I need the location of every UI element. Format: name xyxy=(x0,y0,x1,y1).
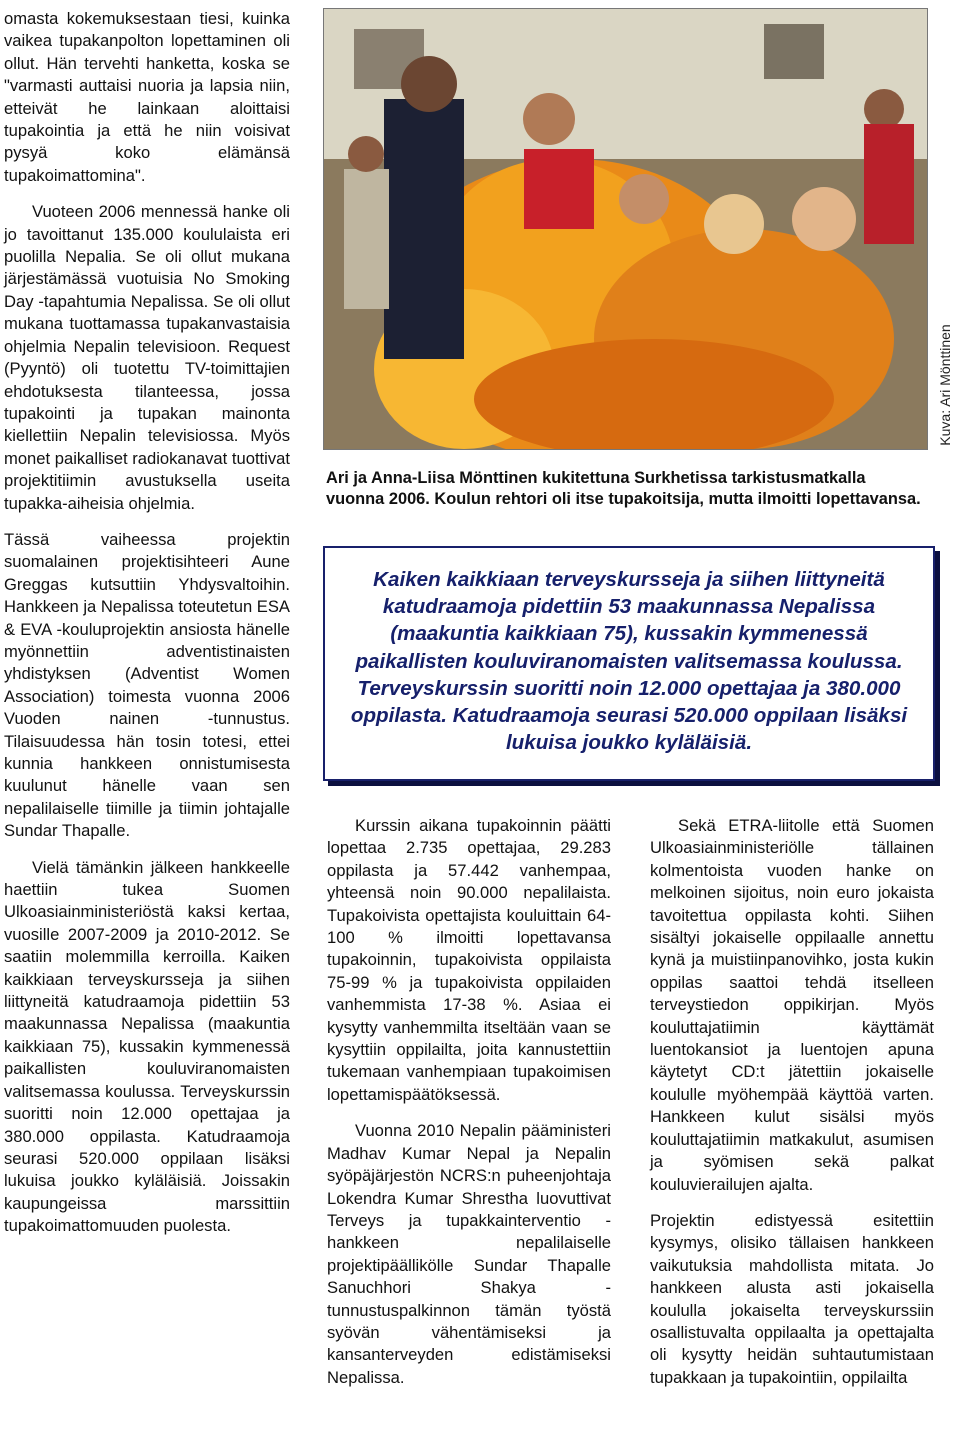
left-paragraph-3: Tässä vaiheessa projektin suomalainen projektisihteeri Aune Greggas kutsuttiin Yhdysvaltoihin. Hankkeen ja Nepalissa toteutetun ESA & EVA -kouluprojektin ansiosta hänelle myönnettiin adventistinaisten yhdistyksen (Adventist Women Association) toimesta vuonna 2006 Vuoden nainen -tunnustus. Tilaisuudessa hän tosin totesi, ettei kunnia hankkeen onnistumisesta kuulunut hänelle vaan sen nepalilaiselle tiimille ja tiimin johtajalle Sundar Thapalle. xyxy=(4,529,290,841)
middle-paragraph-1: Kurssin aikana tupakoinnin päätti lopettaa 2.735 opettajaa, 29.283 oppilasta ja 57.442 vanhempaa, yhteensä noin 90.000 nepalilaista. Tupakoivista opettajista kouluittain 64-100 % ilmoitti lopettavansa tupakoinnin, tupakoivista oppilaista 75-99 % ja tupakoivista oppilaiden vanhemmista 17-38 %. Asiaa ei kysytty vanhemmilta itseltään vaan se kysyttiin oppilailta, joita kannustettiin tukemaan vanhempiaan tupakoimisen lopettamispäätöksessä. xyxy=(327,816,611,1104)
middle-paragraph-2: Vuonna 2010 Nepalin pääministeri Madhav Kumar Nepal ja Nepalin syöpäjärjestön NCRS:n puheenjohtaja Lokendra Kumar Shrestha luovuttivat Terveys ja tupakkainterventio -hankkeen nepalilaiselle projektipäällikölle Sundar Thapalle Sanuchhori Shakya -tunnustuspalkinnon tämän työstä syövän vähentämiseksi ja kansanterveyden edistämiseksi Nepalissa. xyxy=(327,1121,611,1387)
photo-credit-text: Kuva: Ari Mönttinen xyxy=(937,324,953,446)
photo-caption: Ari ja Anna-Liisa Mönttinen kukitettuna Surkhetissa tarkistusmatkalla vuonna 2006. Koulun rehtori oli itse tupakoitsija, mutta ilmoitti lopettavansa. xyxy=(326,469,921,508)
article-photo xyxy=(323,8,928,450)
left-paragraph-2: Vuoteen 2006 mennessä hanke oli jo tavoittanut 135.000 koululaista eri puolilla Nepalia. Se oli ollut mukana järjestämässä vuotuisia No Smoking Day -tapahtumia Nepalissa. Se oli ollut mukana tuottamassa tupakanvastaisia ohjelmia Nepalin televisioon. Request (Pyyntö) oli tuotettu TV-toimittajien ehdotuksesta tilanteessa, jossa tupakointi ja tupakan mainonta kiellettiin Nepalin televisiossa. Myös monet paikalliset radiokanavat tuottivat projektitiimin avustuksella useita tupakka-aiheisia ohjelmia. xyxy=(4,202,290,513)
photo-illustration xyxy=(324,9,927,449)
left-paragraph-1: omasta kokemuksestaan tiesi, kuinka vaikea tupakanpolton lopettaminen oli ollut. Hän tervehti hanketta, koska se "varmasti auttaisi nuoria ja lapsia niin, etteivät he lainkaan aloittaisi tupakointia ja että he niin voisivat pysyä koko elämänsä tupakoimattomina". xyxy=(4,9,290,185)
right-text-column xyxy=(650,815,934,1403)
right-paragraph-2: Projektin edistyessä esitettiin kysymys, olisiko tällaisen hankkeen vaikutuksia mahdollista mitata. Jo hankkeen alusta asti jokaisella koululla jokaiselta terveyskurssiin osallistuvalta oppilaalta ja opettajalta oli kysytty heidän suhtautumistaan tupakkaan ja tupakointiin, oppilailta xyxy=(650,1210,934,1387)
middle-text-column xyxy=(327,815,611,1403)
highlight-text: Kaiken kaikkiaan terveyskursseja ja siihen liittyneitä katudraamoja pidettiin 53 maakunnassa Nepalissa (maakuntia kaikkiaan 75), kussakin kymmenessä paikallisten kouluviranomaisten valitsemassa koulussa. Terveyskurssin suoritti noin 12.000 opettajaa ja 380.000 oppilasta. Katudraamoja seurasi 520.000 oppilaan lisäksi lukuisa joukko kyläläisiä. xyxy=(350,568,908,755)
highlight-box xyxy=(323,546,935,781)
left-paragraph-4: Vielä tämänkin jälkeen hankkeelle haettiin tukea Suomen Ulkoasiainministeriöstä kaksi kertaa, vuosille 2007-2009 ja 2010-2012. Se saatiin molemmilla kerroilla. Kaiken kaikkiaan terveyskursseja ja siihen liittyneitä katudraamoja pidettiin 53 maakunnassa Nepalissa (maakuntia kaikkiaan 75), kussakin kymmenessä paikallisten kouluviranomaisten valitsemassa koulussa. Terveyskurssin suoritti noin 12.000 opettajaa ja 380.000 oppilasta. Katudraamoja seurasi 520.000 oppilaan lisäksi lukuisa joukko kyläläisiä. Joissakin kaupungeissa marssittiin tupakoimattomuuden puolesta. xyxy=(4,857,290,1236)
left-text-column xyxy=(4,8,290,1252)
right-paragraph-1: Sekä ETRA-liitolle että Suomen Ulkoasiainministeriölle tällainen kolmentoista vuoden hanke on melkoinen sijoitus, noin euro jokaista tavoitettua oppilasta kohti. Siihen sisältyi jokaiselle oppilaalle annettu kynä ja muistiinpanovihko, josta kukin oppilas saattoi tehdä itselleen terveystiedon oppikirjan. Myös kouluttajatiimin käyttämät luentokansiot ja luentojen apuna käytetyt CD:t jätettiin jokaiselle koululle myöhempää käyttöä varten. Hankkeen kulut sisälsi myös kouluttajatiimin matkakulut, asumisen ja syömisen sekä palkat kouluvierailujen ajalta. xyxy=(650,816,934,1194)
photo-credit xyxy=(930,310,960,460)
